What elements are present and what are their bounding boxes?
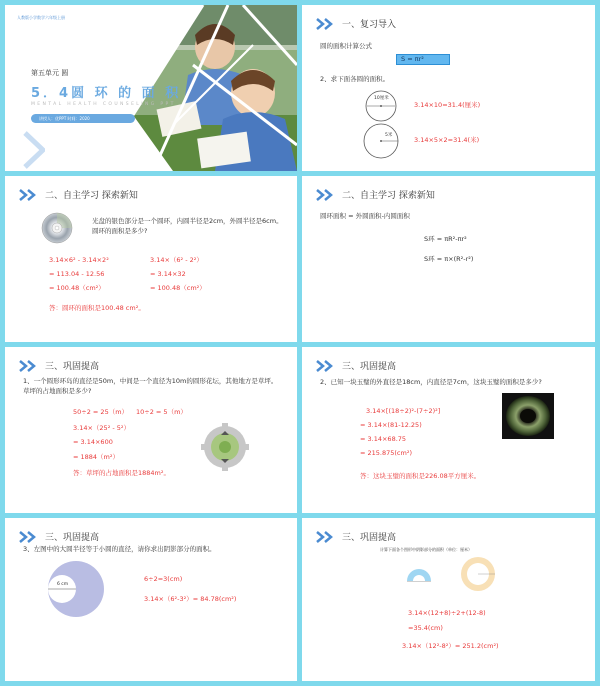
calc-4: = 215.875(cm²) [360,449,412,457]
method2-line1: 3.14×（6² - 2²） [150,256,203,264]
slide-header [19,188,138,201]
double-chevron-icon [316,189,336,201]
calc-1: 50÷2 = 25（m） [73,408,129,416]
slide-explore-cd[interactable] [5,176,297,342]
calc-1: 6÷2=3(cm) [144,575,183,583]
cover-lesson-title: 5．4圆 环 的 面 积 [31,86,182,101]
cover-english-subtitle: MENTAL HEALTH COUNSELING PPT [31,102,176,107]
double-chevron-icon [19,531,39,543]
circle-diagram-1 [364,89,398,123]
answer-text: 答：草坪的占地面积是1884m²。 [73,469,170,477]
method1-line3: = 100.48（cm²） [49,284,105,292]
question-text: 计算下面各个图形中阴影部分的面积（单位：厘米） [380,547,472,552]
calc-3: 3.14×（12²-8²）= 251.2(cm²) [402,642,499,650]
calc-5: = 1884（m²） [73,453,119,461]
calc-3: 3.14×（25² - 5²） [73,424,131,432]
roundabout-image [201,423,249,471]
text-formula-prompt: 圆的面积计算公式 [320,42,372,50]
slide-practice-4[interactable] [302,518,595,681]
formula-1: S环 = πR²-πr² [424,235,467,243]
slide-header [316,359,396,372]
slide-header [316,188,435,201]
slide-title: 三、巩固提高 [342,533,397,543]
cd-disc-image [41,212,73,244]
method2-line2: = 3.14×32 [150,270,186,278]
double-chevron-icon [316,18,336,30]
cover-unit: 第五单元 圆 [31,69,69,77]
calc-1: 3.14×(12+8)÷2+(12-8) [408,609,486,617]
cover-presenter-pill: 讲授人：优PPT 时间：2020 [31,114,135,123]
slide-practice-2[interactable] [302,347,595,513]
text-ring-area-definition: 圆环面积 = 外圆面积-内圆面积 [320,212,410,220]
jade-disc-image [502,393,554,439]
slide-review[interactable] [302,5,595,171]
calc-4: = 3.14×600 [73,438,113,446]
slide-header [19,359,99,372]
formula-box: S = πr² [396,54,450,65]
question-text: 光盘的银色部分是一个圆环，内圆半径是2cm，外圆半径是6cm。圆环的面积是多少? [92,217,283,236]
slide-header [316,530,396,543]
answer-1: 3.14×10=31.4(厘米) [414,101,481,109]
answer-text: 答：这块玉璧的面积是226.08平方厘米。 [360,472,481,480]
circle-1-label: 10厘米 [374,96,389,101]
ring-diagram [460,556,496,592]
slide-title: 一、复习导入 [342,20,397,30]
answer-2: 3.14×5×2=31.4(米) [414,136,480,144]
circle-label: 6 cm [57,582,69,587]
calc-2: =35.4(cm) [408,624,443,632]
slide-explore-formula[interactable] [302,176,595,342]
circle-2-label: 5米 [385,133,393,138]
slide-title: 三、巩固提高 [45,362,100,372]
text-question: 2、求下面各圆的面积。 [320,75,390,83]
cover-top-note: 人教版小学数学六年级上册 [17,15,65,20]
slide-title: 三、巩固提高 [45,533,100,543]
semi-ring-diagram [406,564,432,584]
calc-2: 3.14×（6²-3²）= 84.78(cm²) [144,595,237,603]
slide-header [316,17,396,30]
question-text: 2、已知一块玉璧的外直径是18cm，内直径是7cm，这块玉璧的面积是多少? [320,378,542,386]
calc-2: = 3.14×(81-12.25) [360,421,422,429]
cover-decoration-chevron [23,131,45,169]
double-chevron-icon [19,189,39,201]
slide-practice-1[interactable] [5,347,297,513]
calc-2: 10÷2 = 5（m） [136,408,187,416]
circle-diagram-2 [362,122,400,160]
method2-line3: = 100.48（cm²） [150,284,206,292]
slide-cover[interactable] [5,5,297,171]
answer-text: 答：圆环的面积是100.48 cm²。 [49,304,145,312]
calc-3: = 3.14×68.75 [360,435,407,443]
question-text: 1、一个圆形环岛的直径是50m，中间是一个直径为10m的圆形花坛，其他地方是草坪。草坪的占地面积是多少? [23,377,278,396]
calc-1: 3.14×[(18÷2)²-(7÷2)²] [366,407,441,415]
slide-title: 二、自主学习 探索新知 [45,191,138,201]
slide-title: 二、自主学习 探索新知 [342,191,435,201]
slide-title: 三、巩固提高 [342,362,397,372]
double-chevron-icon [316,531,336,543]
formula-2: S环 = π×(R²-r²) [424,255,474,263]
double-chevron-icon [316,360,336,372]
question-text: 3、左图中的大圆半径等于小圆的直径，请你求出阴影部分的面积。 [23,545,216,553]
method1-line1: 3.14×6² - 3.14×2² [49,256,109,264]
slide-header [19,530,99,543]
slide-practice-3[interactable] [5,518,297,681]
double-chevron-icon [19,360,39,372]
circles-diagram [47,560,105,618]
method1-line2: = 113.04 - 12.56 [49,270,105,278]
